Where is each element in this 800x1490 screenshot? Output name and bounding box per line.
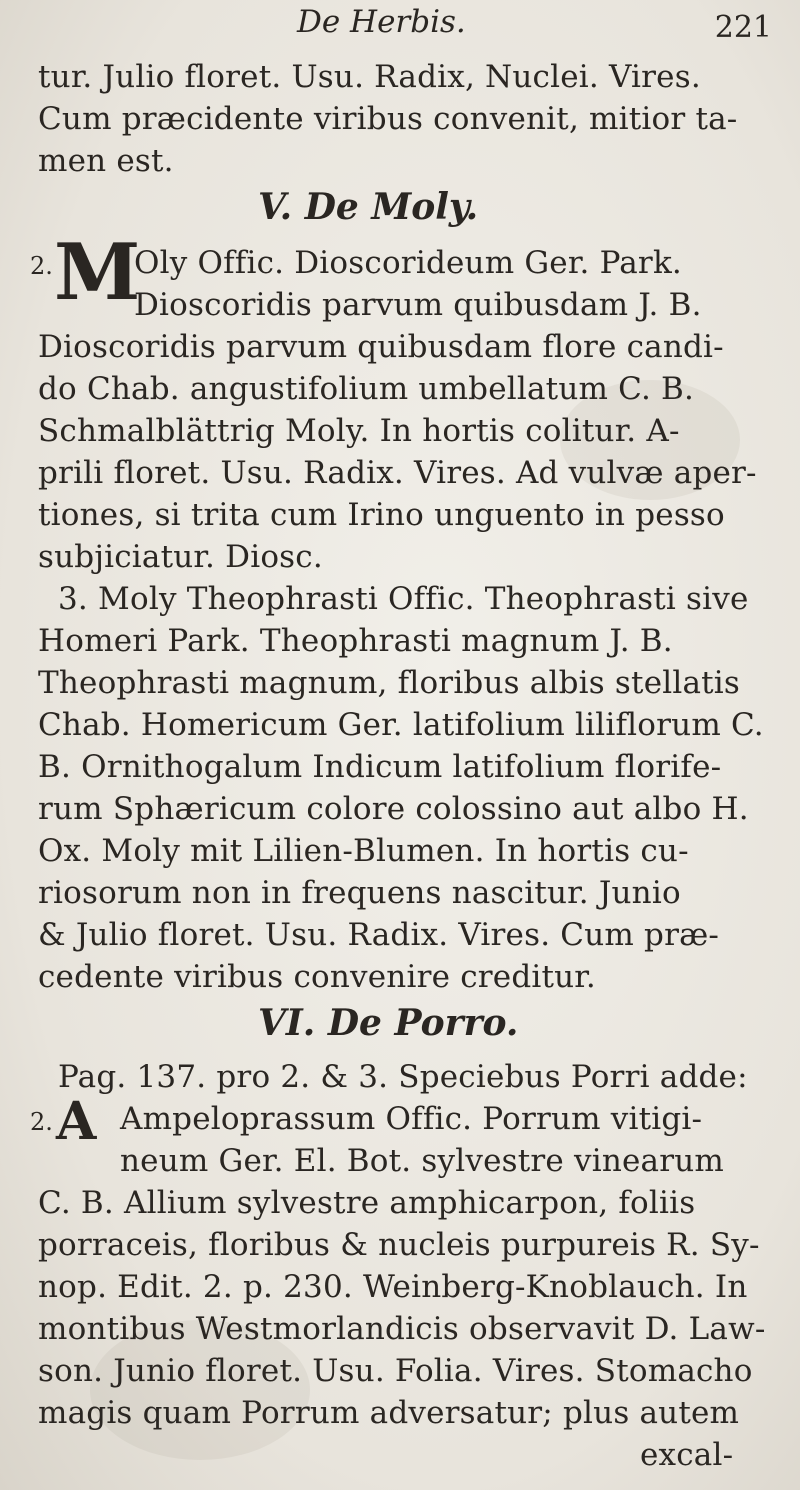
text-line: Chab. Homericum Ger. latifolium liliflorum C. xyxy=(38,707,764,743)
text-line: riosorum non in frequens nascitur. Junio xyxy=(38,875,681,911)
page-number: 221 xyxy=(714,10,772,45)
text-line: Oly Offic. Dioscorideum Ger. Park. xyxy=(134,245,682,281)
text-line: Dioscoridis parvum quibusdam J. B. xyxy=(134,287,702,323)
section-heading: VI. De Porro. xyxy=(258,1002,519,1044)
text-line: Ox. Moly mit Lilien-Blumen. In hortis cu- xyxy=(38,833,689,869)
text-line: neum Ger. El. Bot. sylvestre vinearum xyxy=(120,1143,724,1179)
entry-number: 2. xyxy=(30,252,53,280)
text-line: cedente viribus convenire creditur. xyxy=(38,959,596,995)
entry-number: 2. xyxy=(30,1108,53,1136)
text-line: 3. Moly Theophrasti Offic. Theophrasti sive xyxy=(58,581,749,617)
text-line: montibus Westmorlandicis observavit D. Law- xyxy=(38,1311,766,1347)
text-line: tur. Julio floret. Usu. Radix, Nuclei. Vires. xyxy=(38,59,701,95)
text-line: men est. xyxy=(38,143,174,179)
text-line: Homeri Park. Theophrasti magnum J. B. xyxy=(38,623,673,659)
text-line: Dioscoridis parvum quibusdam flore candi- xyxy=(38,329,724,365)
text-line: nop. Edit. 2. p. 230. Weinberg-Knoblauch. In xyxy=(38,1269,748,1305)
text-line: Theophrasti magnum, floribus albis stellatis xyxy=(38,665,741,701)
catchword: excal- xyxy=(640,1437,734,1473)
text-line: do Chab. angustifolium umbellatum C. B. xyxy=(38,371,695,407)
text-line: Schmalblättrig Moly. In hortis colitur. A- xyxy=(38,413,680,449)
text-line: tiones, si trita cum Irino unguento in pesso xyxy=(38,497,725,533)
text-line: & Julio floret. Usu. Radix. Vires. Cum præ- xyxy=(38,917,720,953)
text-line: Cum præcidente viribus convenit, mitior ta- xyxy=(38,101,738,137)
text-line: C. B. Allium sylvestre amphicarpon, foliis xyxy=(38,1185,696,1221)
text-line: son. Junio floret. Usu. Folia. Vires. Stomacho xyxy=(38,1353,753,1389)
text-line: porraceis, floribus & nucleis purpureis R. Sy- xyxy=(38,1227,760,1263)
running-header: De Herbis. xyxy=(297,4,466,40)
text-line: Pag. 137. pro 2. & 3. Speciebus Porri adde: xyxy=(58,1059,748,1095)
section-heading: V. De Moly. xyxy=(258,186,479,228)
drop-cap: M xyxy=(54,227,141,318)
text-line: prili floret. Usu. Radix. Vires. Ad vulvæ aper- xyxy=(38,455,757,491)
text-line: rum Sphæricum colore colossino aut albo H. xyxy=(38,791,749,827)
text-line: subjiciatur. Diosc. xyxy=(38,539,323,575)
text-line: B. Ornithogalum Indicum latifolium florife- xyxy=(38,749,722,785)
text-line: magis quam Porrum adversatur; plus autem xyxy=(38,1395,740,1431)
text-line: Ampeloprassum Offic. Porrum vitigi- xyxy=(120,1101,703,1137)
drop-cap: A xyxy=(56,1091,97,1152)
